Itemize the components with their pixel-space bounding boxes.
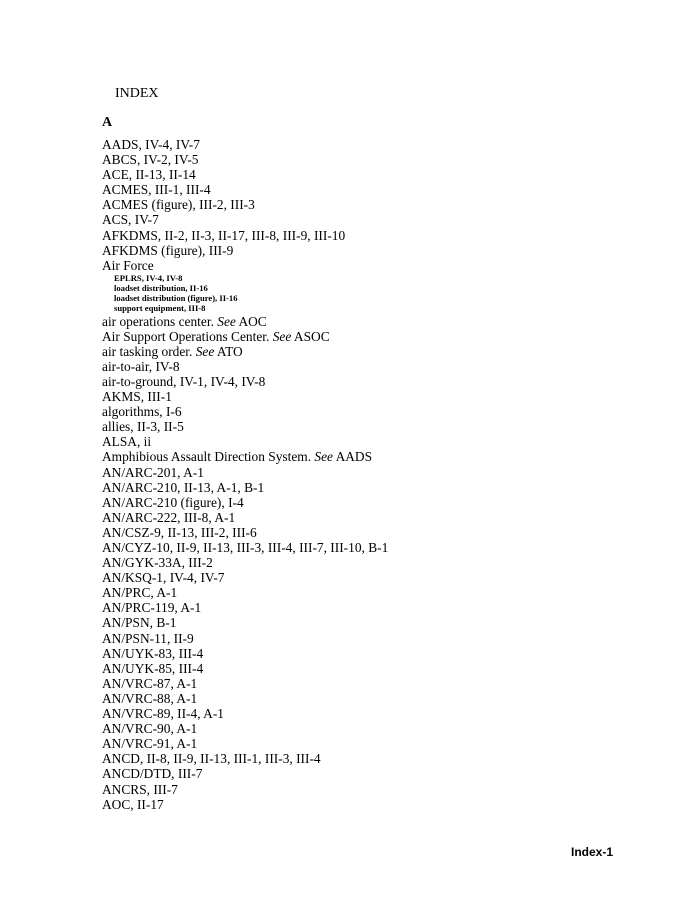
see-reference-target: AADS — [332, 449, 373, 465]
page-title: INDEX — [115, 86, 159, 101]
entry-text: AOC, II-17 — [102, 796, 164, 812]
entry-text: AN/ARC-222, III-8, A-1 — [102, 509, 236, 525]
entry-text: loadset distribution, II-16 — [114, 283, 208, 294]
index-entry — [102, 389, 388, 404]
index-entry — [102, 344, 388, 359]
entry-text: AN/CYZ-10, II-9, II-13, III-3, III-4, III-7, III-10, B-1 — [102, 540, 389, 555]
page-number: Index-1 — [570, 845, 613, 859]
index-entry — [102, 525, 388, 540]
index-subentry — [102, 303, 388, 313]
entry-text: ACE, II-13, II-14 — [102, 167, 196, 183]
entry-text: AN/PSN-11, II-9 — [102, 630, 194, 646]
index-entry — [102, 721, 388, 736]
entry-text: AKMS, III-1 — [102, 389, 172, 405]
index-entry — [102, 419, 388, 434]
index-subentry — [102, 273, 388, 283]
index-entry-list — [102, 137, 388, 812]
entry-text: air-to-air, IV-8 — [102, 358, 180, 374]
see-reference-label: See — [217, 313, 236, 329]
index-entry — [102, 465, 388, 480]
entry-text: air tasking order. — [102, 343, 196, 359]
index-entry — [102, 182, 388, 197]
see-reference-target: ASOC — [291, 328, 330, 344]
entry-text: Air Support Operations Center. — [102, 328, 273, 344]
entry-text: AN/VRC-89, II-4, A-1 — [102, 706, 224, 722]
entry-text: AN/PSN, B-1 — [102, 615, 177, 631]
index-entry — [102, 631, 388, 646]
index-entry — [102, 736, 388, 751]
index-entry — [102, 691, 388, 706]
section-letter: A — [102, 115, 113, 130]
entry-text: EPLRS, IV-4, IV-8 — [114, 272, 183, 283]
index-entry — [102, 751, 388, 766]
index-entry — [102, 661, 388, 676]
entry-text: AN/PRC, A-1 — [102, 585, 178, 601]
index-entry — [102, 585, 388, 600]
entry-text: AN/PRC-119, A-1 — [102, 600, 202, 616]
index-entry — [102, 258, 388, 273]
entry-text: Air Force — [102, 257, 154, 273]
entry-text: ANCD/DTD, III-7 — [102, 766, 203, 782]
index-entry — [102, 434, 388, 449]
index-entry — [102, 797, 388, 812]
entry-text: ALSA, ii — [102, 434, 152, 450]
index-entry — [102, 782, 388, 797]
entry-text: AN/ARC-201, A-1 — [102, 464, 204, 480]
entry-text: ANCD, II-8, II-9, II-13, III-1, III-3, III-4 — [102, 751, 321, 767]
index-entry — [102, 329, 388, 344]
entry-text: AN/KSQ-1, IV-4, IV-7 — [102, 570, 225, 586]
entry-text: ANCRS, III-7 — [102, 781, 178, 797]
index-subentry — [102, 283, 388, 293]
index-entry — [102, 152, 388, 167]
entry-text: algorithms, I-6 — [102, 404, 182, 420]
entry-text: AFKDMS, II-2, II-3, II-17, III-8, III-9, III-10 — [102, 227, 346, 243]
index-entry — [102, 359, 388, 374]
see-reference-label: See — [195, 343, 215, 359]
index-entry — [102, 676, 388, 691]
entry-text: AN/VRC-91, A-1 — [102, 736, 198, 752]
index-entry — [102, 766, 388, 781]
index-subentry — [102, 293, 388, 303]
entry-text: AN/ARC-210 (figure), I-4 — [102, 494, 244, 510]
entry-text: AFKDMS (figure), III-9 — [102, 242, 234, 258]
index-entry — [102, 404, 388, 419]
index-entry — [102, 449, 388, 464]
entry-text: ABCS, IV-2, IV-5 — [102, 152, 199, 168]
index-entry — [102, 228, 388, 243]
entry-text: AN/VRC-87, A-1 — [102, 675, 198, 691]
entry-text: AN/CSZ-9, II-13, III-2, III-6 — [102, 524, 257, 540]
see-reference-target: AOC — [235, 313, 267, 329]
entry-text: AN/GYK-33A, III-2 — [102, 555, 213, 571]
entry-text: AADS, IV-4, IV-7 — [102, 137, 200, 152]
entry-text: air-to-ground, IV-1, IV-4, IV-8 — [102, 373, 266, 389]
index-entry — [102, 555, 388, 570]
entry-text: AN/VRC-88, A-1 — [102, 690, 198, 706]
see-reference-target: ATO — [214, 343, 243, 359]
index-entry — [102, 212, 388, 227]
entry-text: AN/VRC-90, A-1 — [102, 721, 198, 737]
index-entry — [102, 706, 388, 721]
entry-text: allies, II-3, II-5 — [102, 419, 184, 435]
index-entry — [102, 480, 388, 495]
entry-text: ACMES, III-1, III-4 — [102, 182, 211, 198]
index-entry — [102, 243, 388, 258]
see-reference-label: See — [314, 449, 333, 465]
index-entry — [102, 495, 388, 510]
entry-text: Amphibious Assault Direction System. — [102, 449, 315, 465]
index-entry — [102, 510, 388, 525]
index-entry — [102, 570, 388, 585]
entry-text: AN/UYK-85, III-4 — [102, 660, 204, 676]
index-entry — [102, 600, 388, 615]
index-entry — [102, 540, 388, 555]
entry-text: AN/ARC-210, II-13, A-1, B-1 — [102, 479, 265, 495]
entry-text: ACS, IV-7 — [102, 212, 159, 228]
index-entry — [102, 314, 388, 329]
index-entry — [102, 646, 388, 661]
entry-text: air operations center. — [102, 313, 218, 329]
index-entry — [102, 374, 388, 389]
entry-text: support equipment, III-8 — [114, 303, 206, 314]
entry-text: loadset distribution (figure), II-16 — [114, 293, 238, 304]
index-entry — [102, 615, 388, 630]
index-entry — [102, 197, 388, 212]
see-reference-label: See — [272, 328, 292, 344]
entry-text: ACMES (figure), III-2, III-3 — [102, 197, 255, 213]
entry-text: AN/UYK-83, III-4 — [102, 645, 204, 661]
index-entry — [102, 137, 388, 152]
index-entry — [102, 167, 388, 182]
